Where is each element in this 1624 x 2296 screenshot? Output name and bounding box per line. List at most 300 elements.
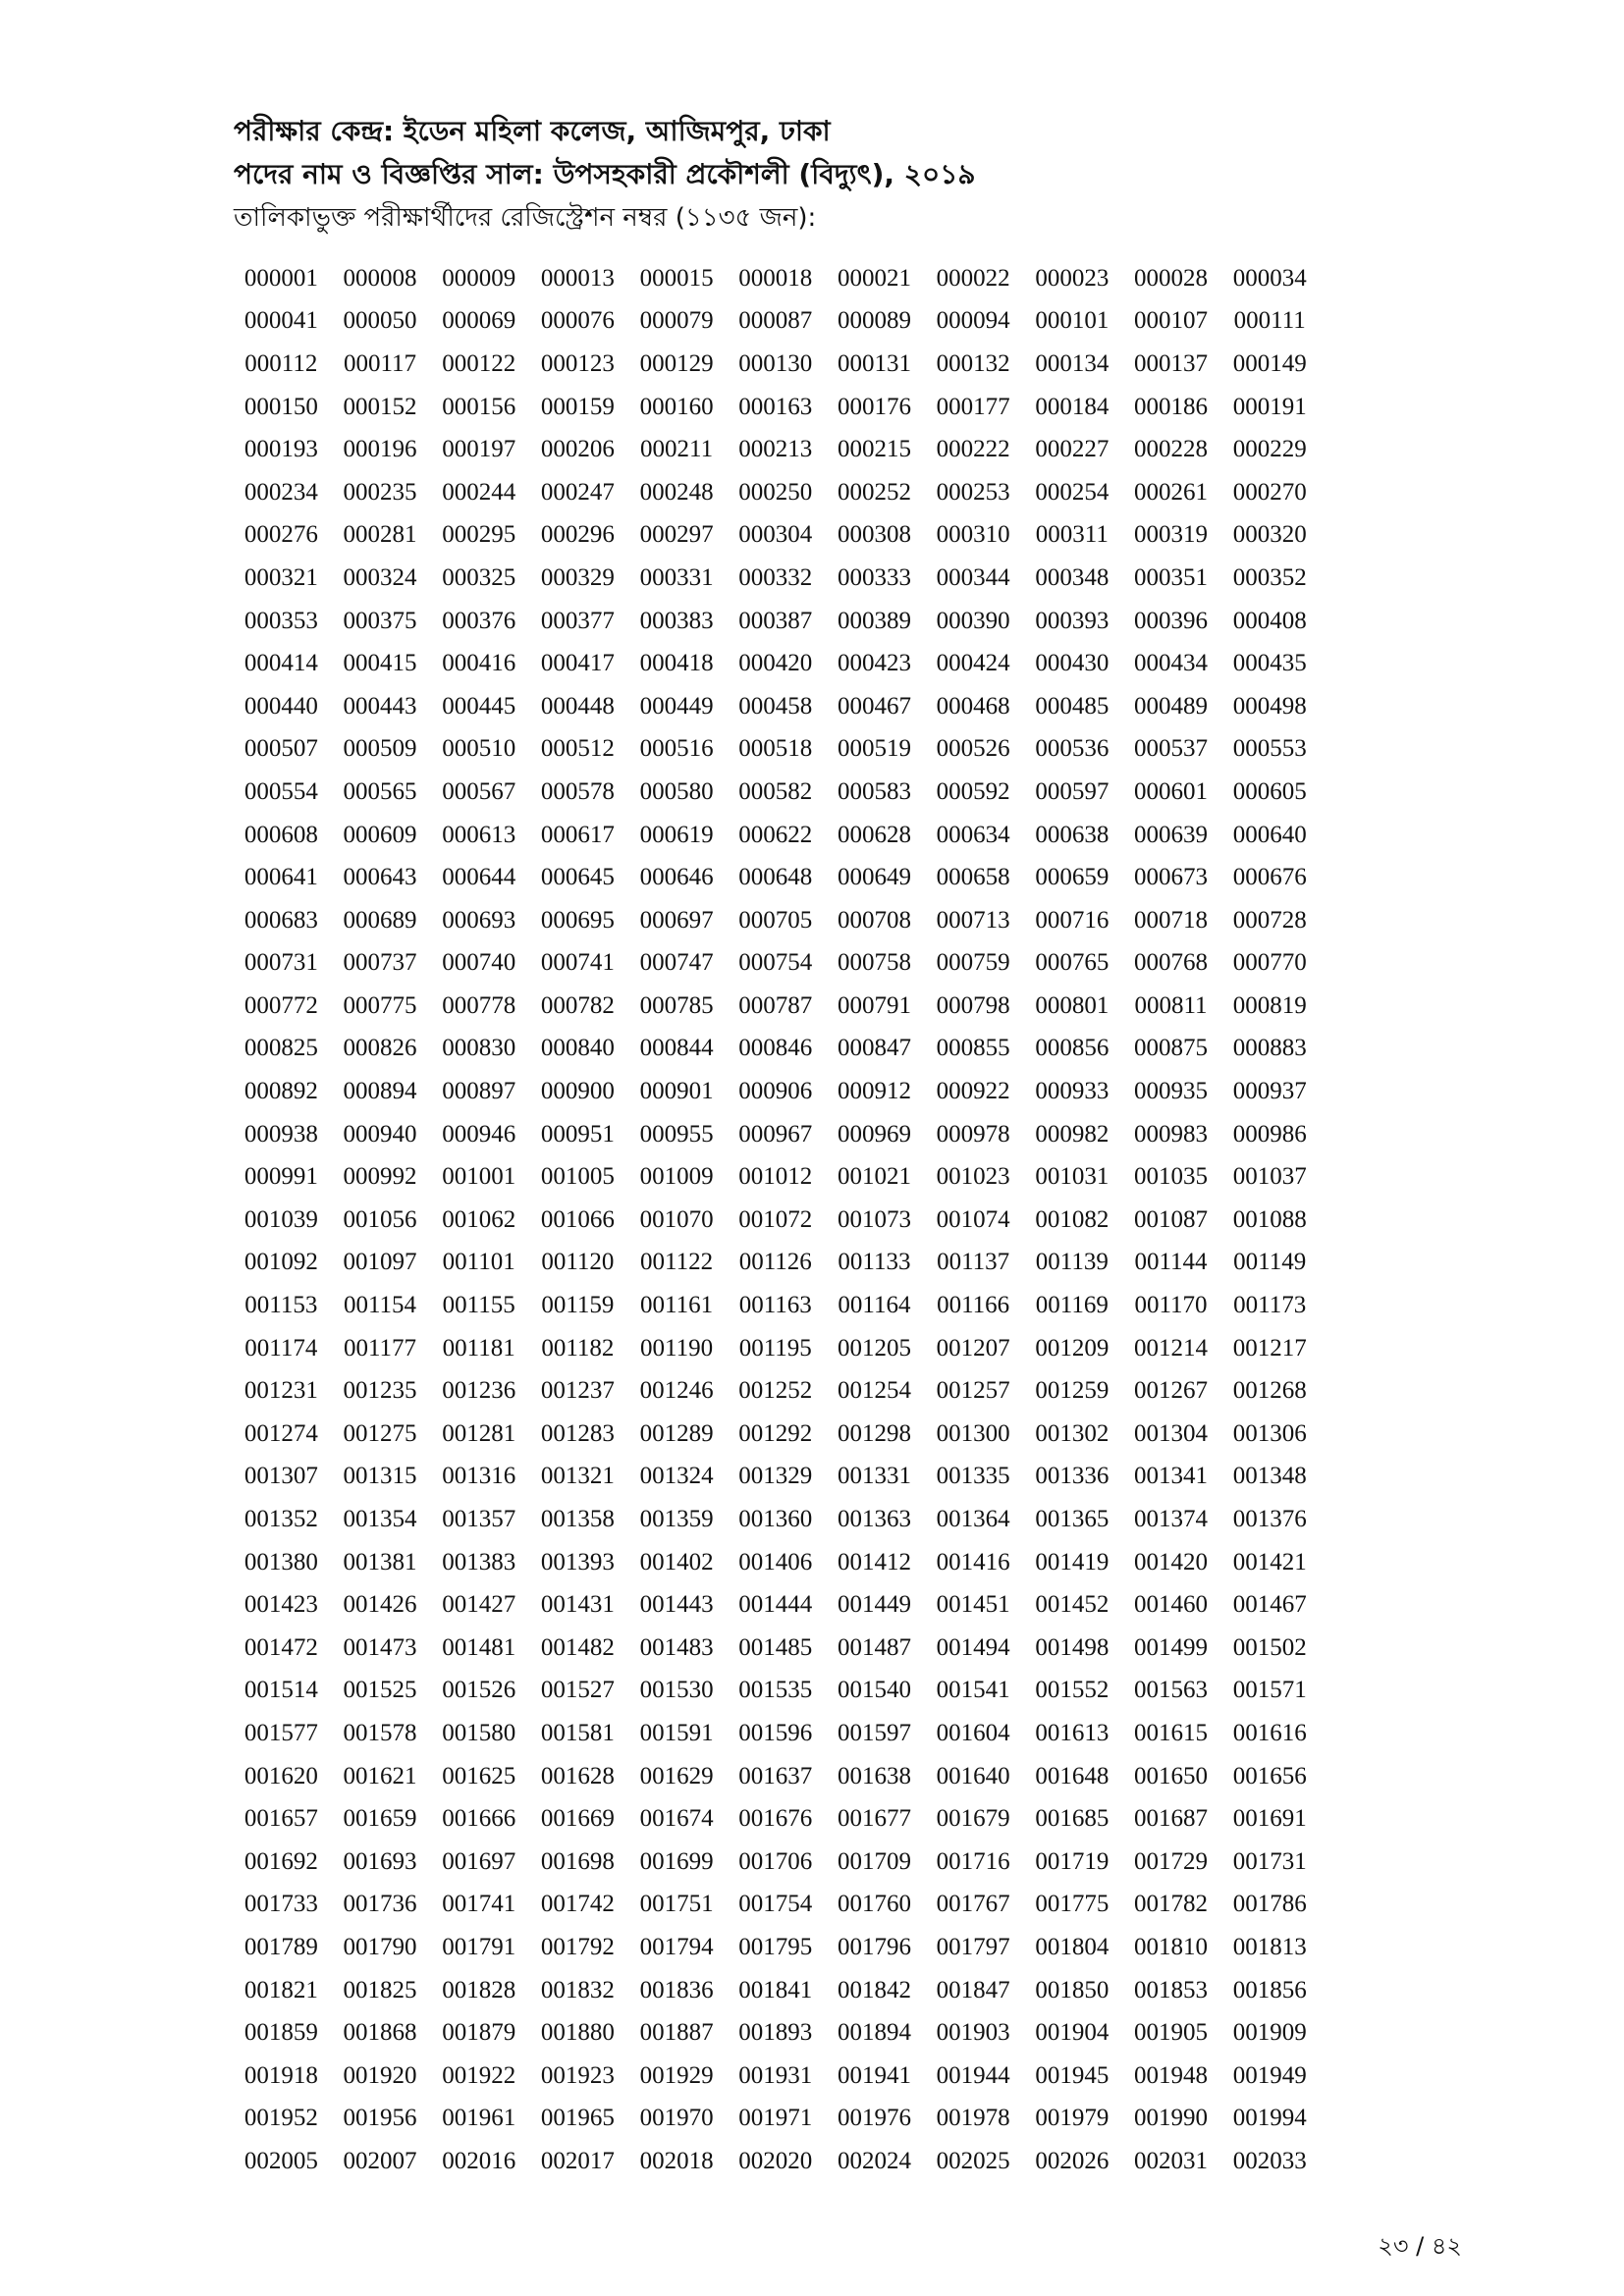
registration-number: 000308: [837, 521, 911, 549]
registration-number: 000310: [936, 521, 1010, 549]
registration-number: 001970: [639, 2105, 714, 2132]
registration-row: [232, 300, 1322, 344]
registration-number: 000537: [1134, 735, 1209, 763]
registration-number: 001481: [442, 1633, 516, 1661]
registration-number: 000811: [1134, 991, 1208, 1019]
registration-number: 000798: [936, 991, 1010, 1019]
registration-number: 001449: [837, 1591, 911, 1619]
registration-number: 001072: [738, 1205, 813, 1233]
registration-number: 000434: [1134, 650, 1209, 677]
registration-number: 000856: [1035, 1035, 1110, 1062]
registration-number: 000659: [1035, 864, 1110, 891]
registration-number: 001207: [936, 1334, 1010, 1362]
registration-number: 000375: [343, 607, 417, 634]
registration-number: 001348: [1232, 1463, 1307, 1490]
registration-number: 000772: [244, 991, 318, 1019]
registration-row: [232, 899, 1322, 942]
registration-number: 001948: [1134, 2061, 1209, 2089]
registration-number: 000565: [343, 777, 417, 805]
registration-number: 001257: [936, 1377, 1010, 1405]
registration-number: 000123: [540, 349, 615, 377]
registration-number: 001856: [1232, 1976, 1307, 2003]
registration-number: 000791: [837, 991, 911, 1019]
registration-number: 001751: [639, 1891, 714, 1918]
registration-number: 000244: [442, 478, 516, 506]
registration-number: 000737: [343, 949, 417, 977]
registration-number: 000778: [442, 991, 516, 1019]
registration-number: 000377: [540, 607, 615, 634]
registration-row: [232, 985, 1322, 1028]
registration-number: 000770: [1232, 949, 1307, 977]
registration-number: 001190: [640, 1334, 714, 1362]
registration-row: [232, 771, 1322, 814]
registration-number: 000130: [738, 349, 813, 377]
registration-number: 000597: [1035, 777, 1110, 805]
registration-number: 001173: [1233, 1292, 1307, 1319]
registration-number: 001825: [343, 1976, 417, 2003]
registration-row: [232, 1797, 1322, 1841]
registration-number: 002017: [540, 2147, 615, 2174]
registration-number: 000430: [1035, 650, 1110, 677]
registration-number: 000512: [540, 735, 615, 763]
registration-row: [232, 1456, 1322, 1499]
exam-center-heading: পরীক্ষার কেন্দ্র: ইডেন মহিলা কলেজ, আজিমপুর, ঢাকা: [234, 115, 831, 147]
registration-number: 001792: [540, 1933, 615, 1960]
registration-number: 000689: [343, 906, 417, 934]
registration-number-grid: [232, 257, 1322, 2183]
registration-number: 001628: [540, 1762, 615, 1789]
registration-number: 001909: [1232, 2019, 1307, 2047]
registration-number: 000134: [1035, 349, 1110, 377]
registration-number: 000754: [738, 949, 813, 977]
registration-number: 000628: [837, 821, 911, 848]
registration-number: 001406: [738, 1548, 813, 1575]
registration-number: 001487: [837, 1633, 911, 1661]
registration-number: 001426: [343, 1591, 417, 1619]
registration-number: 001676: [738, 1805, 813, 1833]
registration-number: 001629: [639, 1762, 714, 1789]
registration-row: [232, 257, 1322, 300]
registration-number: 000768: [1134, 949, 1209, 977]
registration-number: 000640: [1232, 821, 1307, 848]
registration-number: 002018: [639, 2147, 714, 2174]
registration-number: 000518: [738, 735, 813, 763]
registration-number: 001452: [1035, 1591, 1110, 1619]
registration-number: 001164: [838, 1292, 911, 1319]
registration-number: 000951: [540, 1120, 615, 1148]
registration-row: [232, 600, 1322, 643]
registration-row: [232, 1028, 1322, 1071]
registration-number: 000801: [1035, 991, 1110, 1019]
registration-number: 000101: [1035, 307, 1110, 335]
registration-number: 000991: [244, 1163, 318, 1191]
registration-number: 001122: [640, 1249, 714, 1276]
registration-number: 000643: [343, 864, 417, 891]
registration-number: 000982: [1035, 1120, 1110, 1148]
registration-number: 001306: [1232, 1419, 1307, 1447]
registration-number: 000619: [639, 821, 714, 848]
registration-number: 000449: [639, 692, 714, 720]
registration-number: 000390: [936, 607, 1010, 634]
registration-number: 000578: [540, 777, 615, 805]
registration-number: 000901: [639, 1078, 714, 1105]
registration-number: 000489: [1134, 692, 1209, 720]
registration-number: 001637: [738, 1762, 813, 1789]
registration-number: 001698: [540, 1847, 615, 1875]
registration-number: 001791: [442, 1933, 516, 1960]
registration-number: 000826: [343, 1035, 417, 1062]
registration-number: 000423: [837, 650, 911, 677]
registration-number: 000028: [1134, 264, 1209, 292]
registration-number: 001139: [1035, 1249, 1109, 1276]
registration-number: 001154: [343, 1292, 417, 1319]
registration-number: 001451: [936, 1591, 1010, 1619]
registration-number: 001541: [936, 1677, 1010, 1704]
registration-number: 001259: [1035, 1377, 1110, 1405]
registration-number: 001482: [540, 1633, 615, 1661]
registration-number: 000693: [442, 906, 516, 934]
registration-number: 000875: [1134, 1035, 1209, 1062]
registration-number: 001005: [540, 1163, 615, 1191]
registration-number: 000580: [639, 777, 714, 805]
registration-number: 000415: [343, 650, 417, 677]
registration-row: [232, 1627, 1322, 1670]
registration-number: 000507: [244, 735, 318, 763]
registration-number: 000321: [244, 563, 318, 591]
registration-number: 001828: [442, 1976, 516, 2003]
registration-number: 001540: [837, 1677, 911, 1704]
registration-number: 000191: [1232, 393, 1307, 420]
registration-number: 001733: [244, 1891, 318, 1918]
registration-number: 001037: [1232, 1163, 1307, 1191]
registration-number: 001790: [343, 1933, 417, 1960]
registration-number: 000009: [442, 264, 516, 292]
registration-number: 001832: [540, 1976, 615, 2003]
registration-number: 002005: [244, 2147, 318, 2174]
registration-row: [232, 386, 1322, 429]
registration-number: 001596: [738, 1719, 813, 1746]
registration-number: 000129: [639, 349, 714, 377]
registration-number: 001460: [1134, 1591, 1209, 1619]
registration-number: 000351: [1134, 563, 1209, 591]
registration-number: 001616: [1232, 1719, 1307, 1746]
registration-number: 001648: [1035, 1762, 1110, 1789]
registration-number: 001760: [837, 1891, 911, 1918]
registration-number: 000383: [639, 607, 714, 634]
registration-number: 000089: [837, 307, 911, 335]
registration-number: 000137: [1134, 349, 1209, 377]
registration-number: 000352: [1232, 563, 1307, 591]
registration-number: 000713: [936, 906, 1010, 934]
registration-number: 001144: [1134, 1249, 1208, 1276]
registration-number: 001990: [1134, 2105, 1209, 2132]
registration-number: 001656: [1232, 1762, 1307, 1789]
registration-number: 000740: [442, 949, 516, 977]
registration-number: 001302: [1035, 1419, 1110, 1447]
registration-number: 001794: [639, 1933, 714, 1960]
registration-number: 000076: [540, 307, 615, 335]
registration-number: 000196: [343, 436, 417, 463]
registration-number: 000443: [343, 692, 417, 720]
registration-number: 000197: [442, 436, 516, 463]
registration-number: 001363: [837, 1506, 911, 1533]
registration-number: 001298: [837, 1419, 911, 1447]
registration-number: 000389: [837, 607, 911, 634]
registration-number: 000775: [343, 991, 417, 1019]
registration-row: [232, 1155, 1322, 1199]
registration-number: 000855: [936, 1035, 1010, 1062]
registration-number: 000227: [1035, 436, 1110, 463]
registration-row: [232, 2055, 1322, 2098]
registration-number: 000186: [1134, 393, 1209, 420]
registration-number: 001467: [1232, 1591, 1307, 1619]
registration-number: 000295: [442, 521, 516, 549]
registration-number: 000013: [540, 264, 615, 292]
registration-number: 000830: [442, 1035, 516, 1062]
registration-number: 000206: [540, 436, 615, 463]
registration-number: 001275: [343, 1419, 417, 1447]
registration-number: 001842: [837, 1976, 911, 2003]
registration-number: 001841: [738, 1976, 813, 2003]
registration-number: 001383: [442, 1548, 516, 1575]
registration-number: 001354: [343, 1506, 417, 1533]
registration-number: 002031: [1134, 2147, 1209, 2174]
registration-number: 001952: [244, 2105, 318, 2132]
registration-number: 000414: [244, 650, 318, 677]
registration-number: 001929: [639, 2061, 714, 2089]
registration-number: 001625: [442, 1762, 516, 1789]
registration-row: [232, 557, 1322, 600]
registration-number: 001031: [1035, 1163, 1110, 1191]
registration-number: 000270: [1232, 478, 1307, 506]
registration-number: 001101: [442, 1249, 515, 1276]
registration-number: 000193: [244, 436, 318, 463]
registration-number: 001918: [244, 2061, 318, 2089]
registration-number: 001324: [639, 1463, 714, 1490]
registration-number: 001552: [1035, 1677, 1110, 1704]
registration-number: 001677: [837, 1805, 911, 1833]
registration-number: 000741: [540, 949, 615, 977]
registration-number: 000087: [738, 307, 813, 335]
registration-number: 001526: [442, 1677, 516, 1704]
registration-number: 000416: [442, 650, 516, 677]
registration-number: 001731: [1232, 1847, 1307, 1875]
registration-number: 000396: [1134, 607, 1209, 634]
registration-number: 000079: [639, 307, 714, 335]
registration-number: 001217: [1232, 1334, 1307, 1362]
registration-number: 001650: [1134, 1762, 1209, 1789]
registration-number: 001335: [936, 1463, 1010, 1490]
registration-number: 001697: [442, 1847, 516, 1875]
registration-number: 000331: [639, 563, 714, 591]
registration-number: 000353: [244, 607, 318, 634]
registration-number: 000445: [442, 692, 516, 720]
registration-number: 001525: [343, 1677, 417, 1704]
registration-row: [232, 1070, 1322, 1113]
registration-row: [232, 1413, 1322, 1456]
registration-number: 000234: [244, 478, 318, 506]
registration-number: 001789: [244, 1933, 318, 1960]
registration-number: 000592: [936, 777, 1010, 805]
registration-number: 000215: [837, 436, 911, 463]
registration-number: 000122: [442, 349, 516, 377]
registration-number: 000922: [936, 1078, 1010, 1105]
registration-row: [232, 343, 1322, 386]
registration-number: 000986: [1232, 1120, 1307, 1148]
registration-number: 000567: [442, 777, 516, 805]
registration-number: 000608: [244, 821, 318, 848]
registration-number: 001149: [1233, 1249, 1307, 1276]
registration-number: 001797: [936, 1933, 1010, 1960]
registration-number: 001237: [540, 1377, 615, 1405]
registration-number: 001316: [442, 1463, 516, 1490]
registration-number: 001423: [244, 1591, 318, 1619]
registration-number: 001563: [1134, 1677, 1209, 1704]
registration-number: 000247: [540, 478, 615, 506]
registration-number: 001082: [1035, 1205, 1110, 1233]
registration-number: 000248: [639, 478, 714, 506]
registration-row: [232, 2140, 1322, 2183]
registration-number: 001979: [1035, 2105, 1110, 2132]
registration-number: 000440: [244, 692, 318, 720]
registration-number: 000697: [639, 906, 714, 934]
registration-number: 001035: [1134, 1163, 1209, 1191]
registration-number: 001638: [837, 1762, 911, 1789]
registration-number: 002025: [936, 2147, 1010, 2174]
registration-number: 001444: [738, 1591, 813, 1619]
registration-number: 001893: [738, 2019, 813, 2047]
registration-number: 001009: [639, 1163, 714, 1191]
registration-number: 000297: [639, 521, 714, 549]
document-header: [234, 110, 1461, 240]
registration-number: 001687: [1134, 1805, 1209, 1833]
registration-row: [232, 514, 1322, 558]
registration-number: 001904: [1035, 2019, 1110, 2047]
registration-number: 000819: [1232, 991, 1307, 1019]
registration-number: 001214: [1134, 1334, 1209, 1362]
registration-number: 000526: [936, 735, 1010, 763]
registration-row: [232, 1113, 1322, 1156]
registration-number: 001804: [1035, 1933, 1110, 1960]
registration-number: 000094: [936, 307, 1010, 335]
registration-number: 000718: [1134, 906, 1209, 934]
registration-number: 000069: [442, 307, 516, 335]
registration-number: 000840: [540, 1035, 615, 1062]
registration-number: 001741: [442, 1891, 516, 1918]
registration-number: 001894: [837, 2019, 911, 2047]
registration-row: [232, 642, 1322, 685]
registration-number: 000408: [1232, 607, 1307, 634]
registration-row: [232, 1969, 1322, 2012]
registration-number: 000649: [837, 864, 911, 891]
registration-number: 001416: [936, 1548, 1010, 1575]
registration-number: 000176: [837, 393, 911, 420]
post-name-heading: পদের নাম ও বিজ্ঞপ্তির সাল: উপসহকারী প্রকৌশলী (বিদ্যুৎ), ২০১৯: [234, 158, 976, 190]
registration-number: 001944: [936, 2061, 1010, 2089]
registration-number: 001615: [1134, 1719, 1209, 1746]
registration-number: 000912: [837, 1078, 911, 1105]
registration-row: [232, 1242, 1322, 1285]
registration-number: 001412: [837, 1548, 911, 1575]
registration-number: 000150: [244, 393, 318, 420]
registration-number: 000112: [244, 349, 318, 377]
registration-number: 001137: [937, 1249, 1010, 1276]
registration-number: 001231: [244, 1377, 318, 1405]
registration-number: 001923: [540, 2061, 615, 2089]
registration-row: [232, 2098, 1322, 2141]
registration-number: 001498: [1035, 1633, 1110, 1661]
registration-number: 001796: [837, 1933, 911, 1960]
registration-number: 001719: [1035, 1847, 1110, 1875]
registration-number: 000554: [244, 777, 318, 805]
registration-number: 001810: [1134, 1933, 1209, 1960]
registration-number: 001268: [1232, 1377, 1307, 1405]
registration-row: [232, 1583, 1322, 1627]
registration-number: 000311: [1035, 521, 1109, 549]
registration-number: 000329: [540, 563, 615, 591]
registration-number: 001535: [738, 1677, 813, 1704]
registration-number: 001666: [442, 1805, 516, 1833]
registration-number: 000022: [936, 264, 1010, 292]
registration-number: 001341: [1134, 1463, 1209, 1490]
registration-number: 001853: [1134, 1976, 1209, 2003]
registration-number: 001292: [738, 1419, 813, 1447]
registration-number: 001905: [1134, 2019, 1209, 2047]
registration-number: 001978: [936, 2105, 1010, 2132]
registration-number: 000325: [442, 563, 516, 591]
registration-number: 001329: [738, 1463, 813, 1490]
registration-number: 000638: [1035, 821, 1110, 848]
registration-number: 000940: [343, 1120, 417, 1148]
registration-number: 000644: [442, 864, 516, 891]
registration-number: 000296: [540, 521, 615, 549]
registration-number: 001092: [244, 1249, 318, 1276]
registration-number: 000458: [738, 692, 813, 720]
registration-number: 000728: [1232, 906, 1307, 934]
registration-number: 001336: [1035, 1463, 1110, 1490]
registration-number: 000992: [343, 1163, 417, 1191]
registration-number: 001431: [540, 1591, 615, 1619]
registration-number: 002024: [837, 2147, 911, 2174]
registration-number: 001170: [1134, 1292, 1208, 1319]
registration-number: 001283: [540, 1419, 615, 1447]
registration-number: 000467: [837, 692, 911, 720]
registration-number: 000747: [639, 949, 714, 977]
registration-number: 001591: [639, 1719, 714, 1746]
registration-number: 000645: [540, 864, 615, 891]
registration-number: 001321: [540, 1463, 615, 1490]
registration-number: 000969: [837, 1120, 911, 1148]
list-caption: তালিকাভুক্ত পরীক্ষার্থীদের রেজিস্ট্রেশন নম্বর (১১৩৫ জন):: [234, 203, 817, 233]
registration-row: [232, 856, 1322, 899]
registration-row: [232, 814, 1322, 857]
registration-number: 001879: [442, 2019, 516, 2047]
registration-number: 000759: [936, 949, 1010, 977]
registration-number: 001155: [442, 1292, 515, 1319]
registration-number: 001494: [936, 1633, 1010, 1661]
registration-number: 000332: [738, 563, 813, 591]
registration-number: 001813: [1232, 1933, 1307, 1960]
registration-number: 001246: [639, 1377, 714, 1405]
registration-row: [232, 2011, 1322, 2055]
registration-number: 000276: [244, 521, 318, 549]
registration-number: 000324: [343, 563, 417, 591]
registration-number: 001163: [738, 1292, 812, 1319]
registration-number: 001195: [738, 1334, 812, 1362]
registration-number: 000787: [738, 991, 813, 1019]
registration-number: 001062: [442, 1205, 516, 1233]
registration-number: 000844: [639, 1035, 714, 1062]
